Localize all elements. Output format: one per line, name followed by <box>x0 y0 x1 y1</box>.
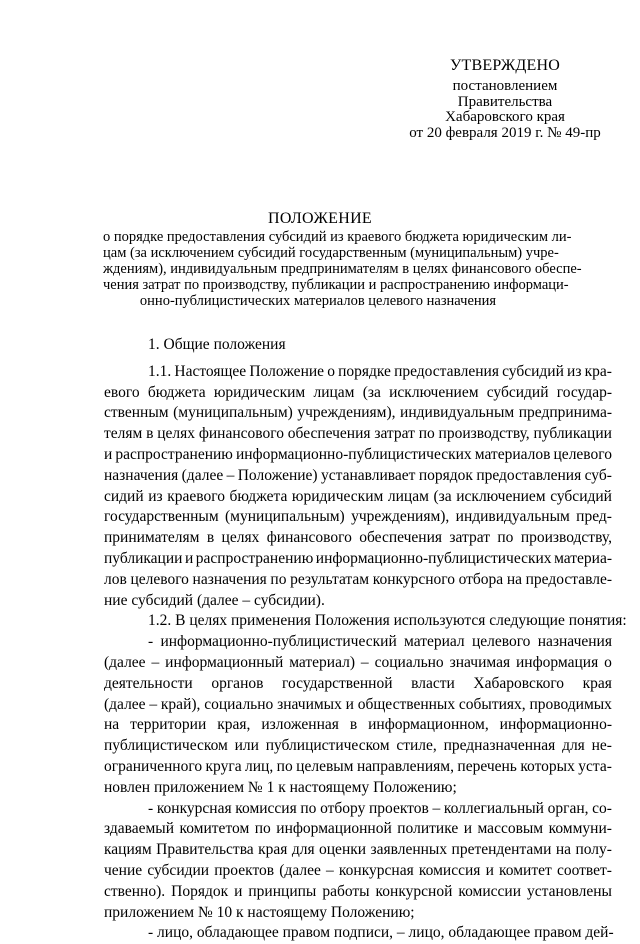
text-line: ственно). Порядок и принципы работы конкурсной комиссии установлены <box>104 882 612 900</box>
text-line: 1.2. В целях применения Положения используются следующие понятия: <box>148 612 627 630</box>
text-line: деятельности органов государственной власти Хабаровского края <box>104 674 612 692</box>
text-line: - информационно-публицистический материал целевого назначения <box>148 633 612 651</box>
section-heading: 1. Общие положения <box>148 336 286 353</box>
text-line: 1.1. Настоящее Положение о порядке предоставления субсидий из кра- <box>148 362 612 380</box>
text-line: чение субсидии проектов (далее – конкурсная комиссия и комитет соответ- <box>104 861 612 879</box>
text-line: сидий из краевого бюджета юридическим лицам (за исключением субсидий <box>104 487 612 505</box>
subtitle-line: онно-публицистических материалов целевого назначения <box>139 293 497 309</box>
text-line: приложением № 10 к настоящему Положению; <box>104 903 415 921</box>
text-line: евого бюджета юридическим лицам (за исключением субсидий государ- <box>104 383 612 401</box>
text-line: публицистическом или публицистическом стиле, предназначенная для не- <box>104 737 612 755</box>
approval-block <box>390 57 620 141</box>
subtitle-line: ждениям), индивидуальным предпринимателям в целях финансового обеспе- <box>103 261 582 277</box>
text-line: ние субсидий (далее – субсидии). <box>104 591 325 609</box>
text-line: телям в целях финансового обеспечения затрат по производству, публикации <box>104 425 612 443</box>
text-line: назначения (далее – Положение) устанавливает порядок предоставления суб- <box>104 466 612 484</box>
approval-line-2: Правительства <box>457 93 553 110</box>
text-line: государственным (муниципальным) учреждениям), индивидуальным пред- <box>104 508 612 526</box>
text-line: ственным (муниципальным) учреждениям), индивидуальным предпринима- <box>104 404 612 422</box>
approval-line-3: Хабаровского края <box>445 109 565 125</box>
text-line: лов целевого назначения по результатам конкурсного отбора на предоставле- <box>104 570 612 588</box>
text-line: кациям Правительства края для оценки заявленных претендентами на полу- <box>104 841 612 859</box>
text-line: публикации и распространению информационно-публицистических материа- <box>104 549 612 567</box>
document-body <box>104 335 627 944</box>
approval-line-1: постановлением <box>452 78 558 94</box>
text-line: и распространению информационно-публицистических материалов целевого <box>104 445 612 463</box>
paragraph <box>104 923 612 944</box>
paragraph <box>104 362 612 612</box>
text-line: (далее – край), социально значимых и общественных событиях, проводимых <box>104 695 612 713</box>
text-line: (далее – информационный материал) – социально значимая информация о <box>104 653 612 671</box>
text-line: - конкурсная комиссия по отбору проектов – коллегиальный орган, со- <box>148 799 612 817</box>
subtitle-line: о порядке предоставления субсидий из краевого бюджета юридическим ли- <box>103 229 572 245</box>
subtitle-line: чения затрат по производству, публикации и распространению информаци- <box>103 277 569 293</box>
text-line: здаваемый комитетом по информационной политике и массовым коммуни- <box>104 820 612 838</box>
text-line: новлен приложением № 1 к настоящему Положению; <box>104 778 457 796</box>
text-line: ограниченного круга лиц, по целевым направлениям, перечень которых уста- <box>104 757 612 775</box>
text-line: на территории края, изложенная в информационном, информационно- <box>104 716 612 734</box>
document-subtitle <box>103 229 582 309</box>
subtitle-line: цам (за исключением субсидий государственным (муниципальным) учре- <box>103 245 559 261</box>
paragraph <box>104 632 612 798</box>
text-line: - лицо, обладающее правом подписи, – лицо, обладающее правом дей- <box>148 924 614 942</box>
approval-title: УТВЕРЖДЕНО <box>449 57 560 74</box>
document-title: ПОЛОЖЕНИЕ <box>267 210 372 227</box>
paragraph <box>104 611 627 632</box>
approval-line-4: от 20 февраля 2019 г. № 49-пр <box>409 124 601 141</box>
text-line: принимателям в целях финансового обеспечения затрат по производству, <box>104 529 612 547</box>
